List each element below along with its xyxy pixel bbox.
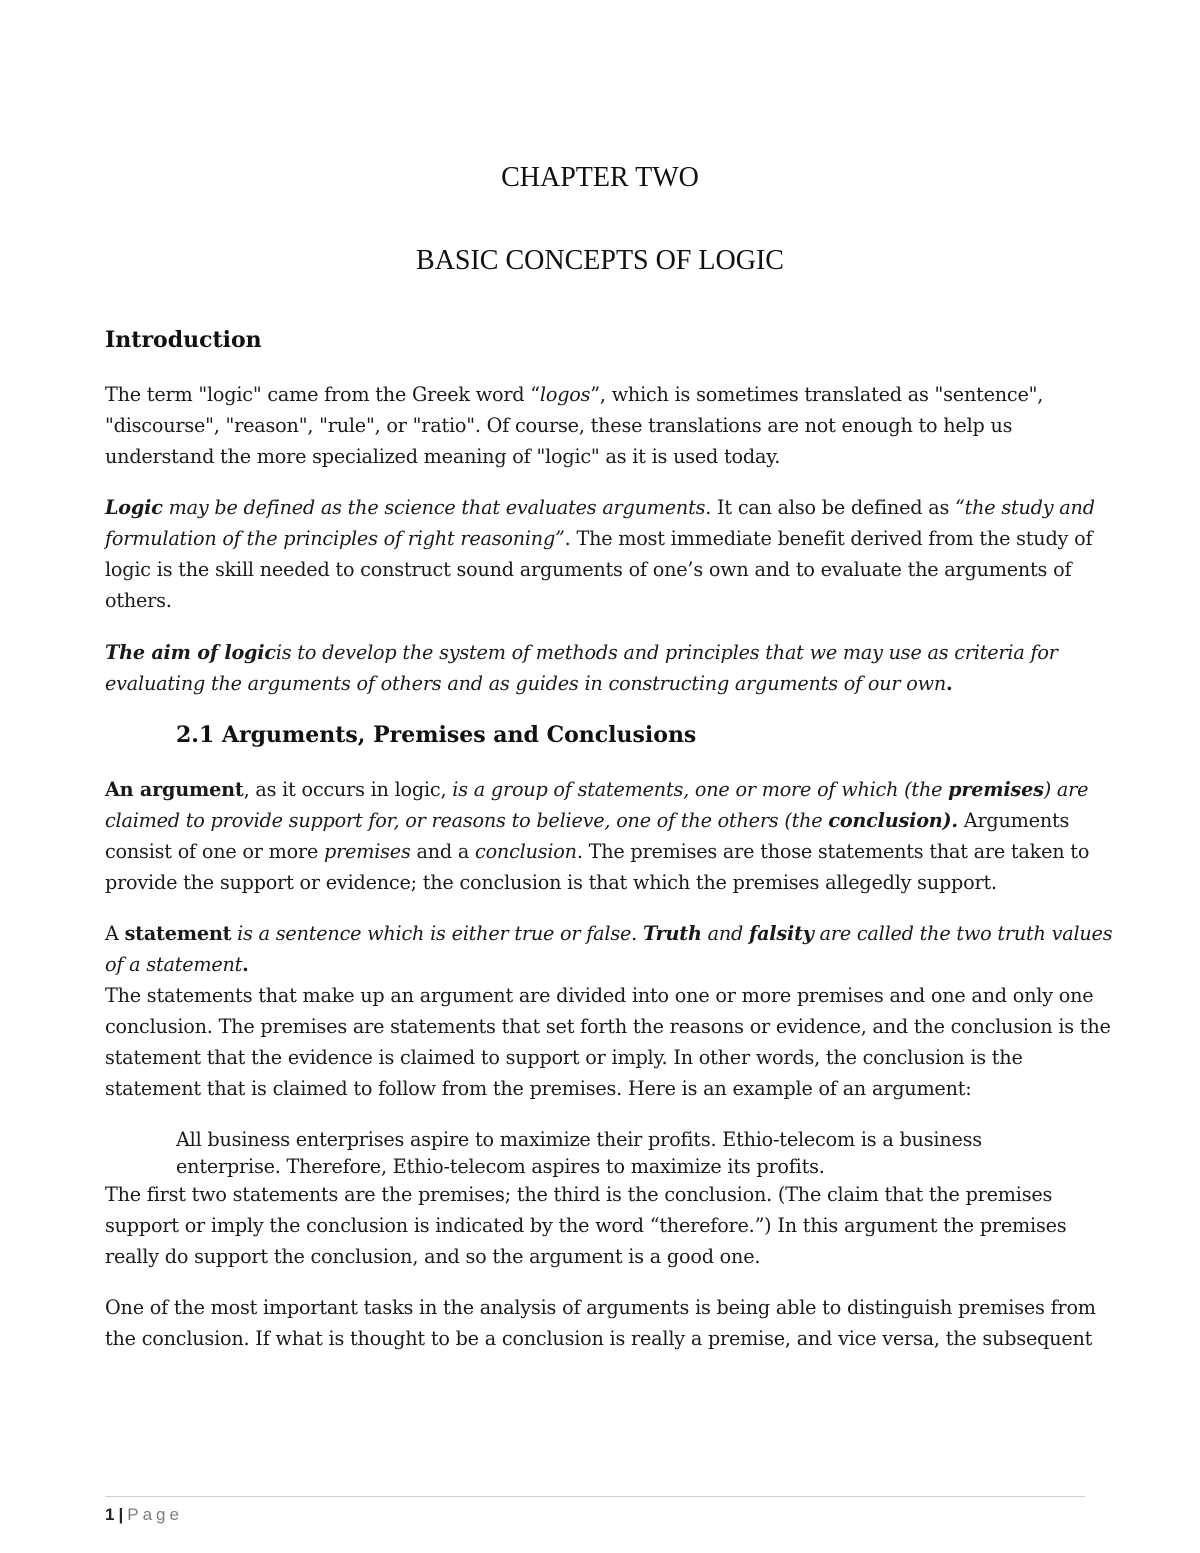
introduction-heading: Introduction <box>105 327 262 353</box>
text-line: consist of one or more premises and a conclusion. The premises are those statements that are taken to <box>105 840 1090 863</box>
text-line: The aim of logicis to develop the system of methods and principles that we may use as criteria for <box>105 641 1058 664</box>
text-line: An argument, as it occurs in logic, is a group of statements, one or more of which (the premises) are <box>105 778 1089 801</box>
section-heading: 2.1 Arguments, Premises and Conclusions <box>176 722 697 748</box>
text-line: understand the more specialized meaning of "logic" as it is used today. <box>105 445 781 468</box>
after-example-paragraph <box>105 1179 1095 1272</box>
text-line: the conclusion. If what is thought to be a conclusion is really a premise, and vice versa, the subsequent <box>105 1327 1093 1350</box>
text-line: of a statement. <box>105 953 249 976</box>
text-line: statement that the evidence is claimed to support or imply. In other words, the conclusion is the <box>105 1046 1023 1069</box>
argument-paragraph <box>105 774 1095 898</box>
text-line: formulation of the principles of right reasoning”. The most immediate benefit derived from the study of <box>105 527 1093 550</box>
text-line: statement that is claimed to follow from the premises. Here is an example of an argument: <box>105 1077 972 1100</box>
text-line: A statement is a sentence which is either true or false. Truth and falsity are called the two truth values <box>105 922 1113 945</box>
intro-paragraph-1 <box>105 379 1095 472</box>
footer-divider <box>105 1496 1085 1497</box>
text-line: The statements that make up an argument are divided into one or more premises and one and only one <box>105 984 1094 1007</box>
text-line: evaluating the arguments of others and as guides in constructing arguments of our own. <box>105 672 953 695</box>
text-line: claimed to provide support for, or reasons to believe, one of the others (the conclusion). Arguments <box>105 809 1070 832</box>
intro-paragraph-2 <box>105 492 1095 616</box>
text-line: All business enterprises aspire to maximize their profits. Ethio-telecom is a business <box>176 1128 982 1151</box>
text-line: logic is the skill needed to construct sound arguments of one’s own and to evaluate the arguments of <box>105 558 1072 581</box>
text-line: "discourse", "reason", "rule", or "ratio". Of course, these translations are not enough to help us <box>105 414 1013 437</box>
footer-separator: | <box>118 1505 124 1524</box>
page-number: 1 <box>105 1505 115 1524</box>
text-line: The first two statements are the premises; the third is the conclusion. (The claim that the premises <box>105 1183 1053 1206</box>
text-line: support or imply the conclusion is indicated by the word “therefore.”) In this argument the premises <box>105 1214 1067 1237</box>
text-line: others. <box>105 589 172 612</box>
intro-paragraph-3 <box>105 637 1095 699</box>
page-label: Page <box>127 1505 183 1524</box>
text-line: Logic may be defined as the science that evaluates arguments. It can also be defined as “the study and <box>105 496 1095 519</box>
chapter-title: CHAPTER TWO <box>501 162 699 193</box>
statement-paragraph <box>105 918 1113 1104</box>
text-line: provide the support or evidence; the conclusion is that which the premises allegedly support. <box>105 871 997 894</box>
text-line: The term "logic" came from the Greek word “logos”, which is sometimes translated as "sentence", <box>105 383 1044 406</box>
argument-example <box>176 1126 1076 1180</box>
text-line: conclusion. The premises are statements that set forth the reasons or evidence, and the conclusion is the <box>105 1015 1111 1038</box>
text-line: really do support the conclusion, and so the argument is a good one. <box>105 1245 761 1268</box>
text-line: One of the most important tasks in the analysis of arguments is being able to distinguish premises from <box>105 1296 1096 1319</box>
page-footer <box>105 1505 183 1525</box>
text-line: enterprise. Therefore, Ethio-telecom aspires to maximize its profits. <box>176 1155 825 1178</box>
chapter-subtitle: BASIC CONCEPTS OF LOGIC <box>416 245 784 276</box>
last-paragraph <box>105 1292 1095 1354</box>
